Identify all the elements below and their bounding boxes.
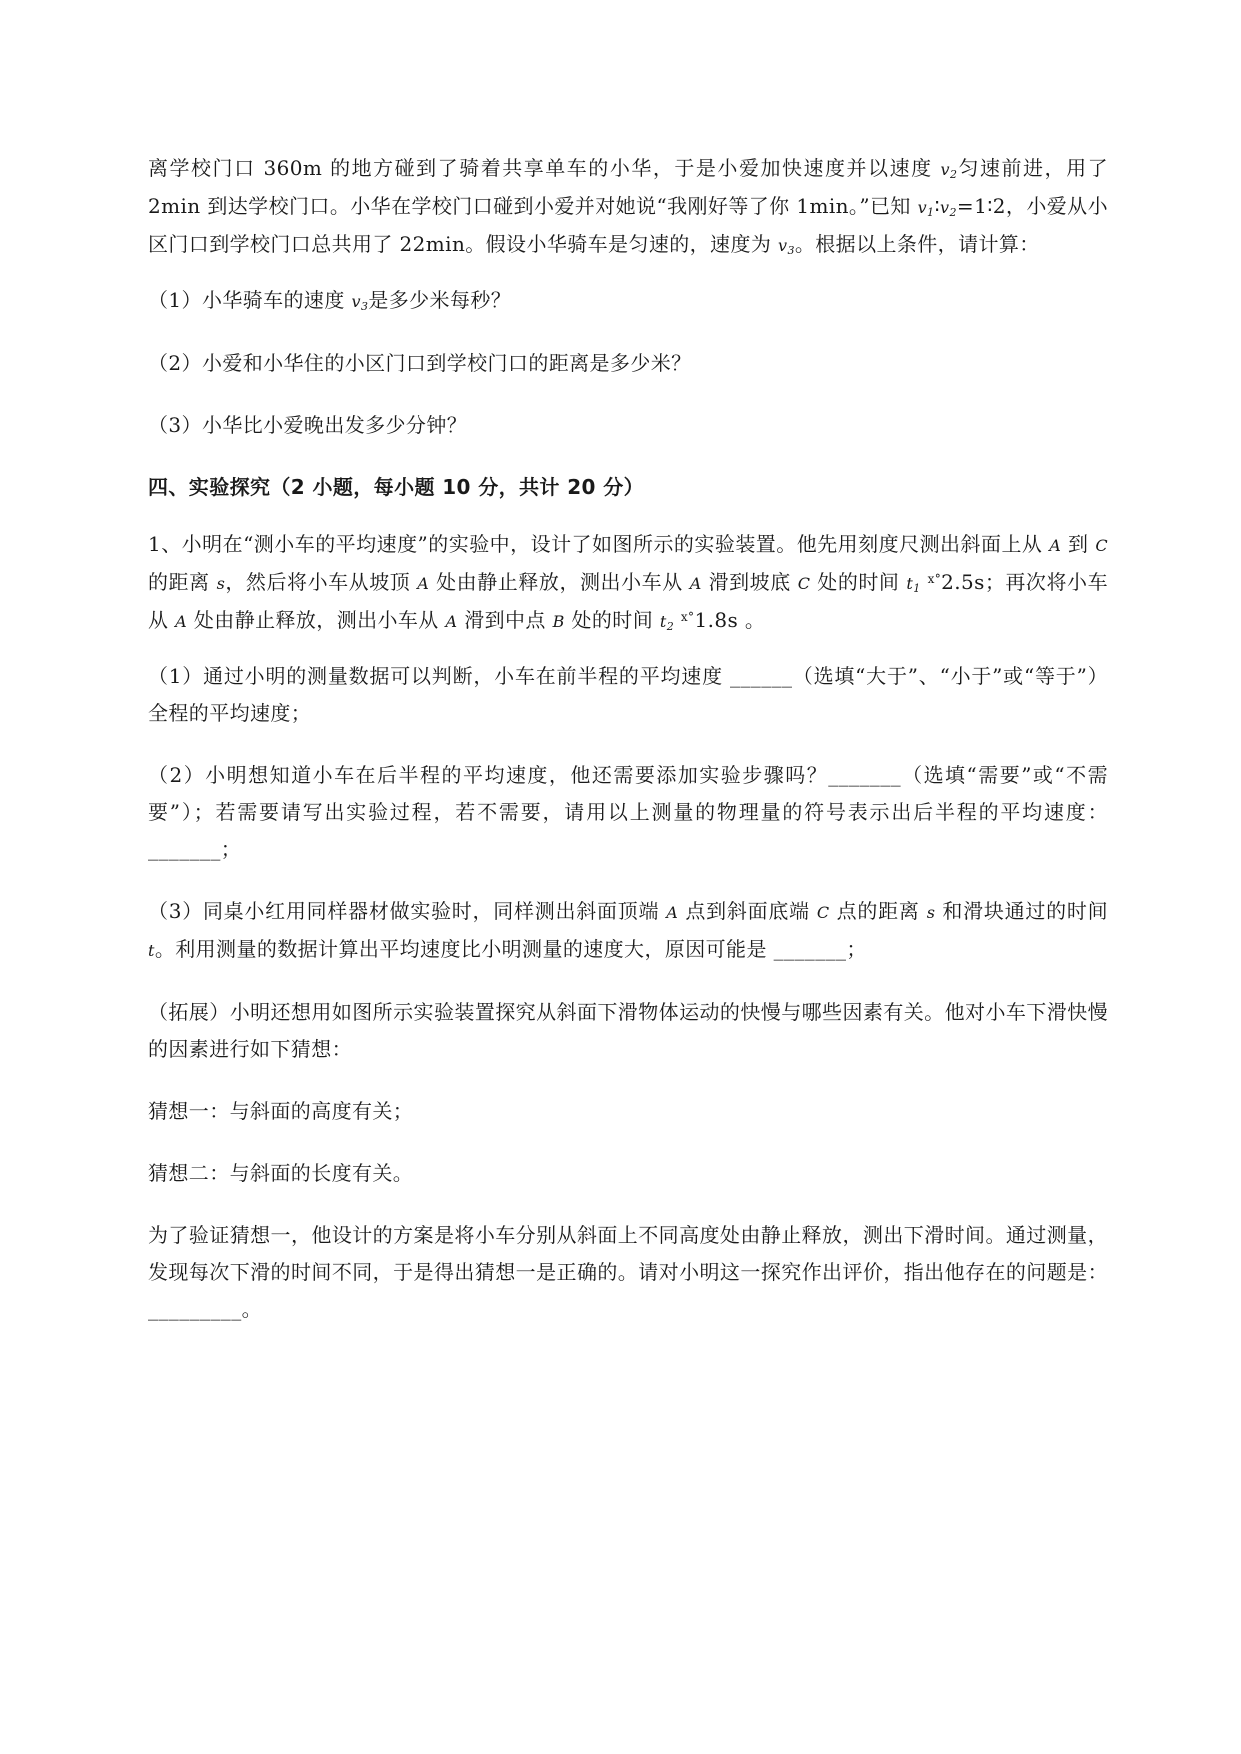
- sq3-text-e: 。利用测量的数据计算出平均速度比小明测量的速度大，原因可能是 _______；: [154, 937, 867, 961]
- p1-text-d: ，然后将小车从坡顶: [225, 570, 418, 594]
- var-v2: [941, 160, 958, 179]
- point-a-3: A: [689, 574, 702, 593]
- extension-paragraph: （拓展）小明还想用如图所示实验装置探究从斜面下滑物体运动的快慢与哪些因素有关。他对小车下滑快慢的因素进行如下猜想：: [148, 1000, 1108, 1061]
- experiment-problem-1: [148, 526, 1108, 640]
- problem-intro: [148, 150, 1108, 264]
- point-a-2: A: [417, 574, 430, 593]
- guess-2: 猜想二：与斜面的长度有关。: [148, 1161, 414, 1185]
- var-t1: [906, 574, 920, 593]
- final-paragraph: 为了验证猜想一，他设计的方案是将小车分别从斜面上不同高度处由静止释放，测出下滑时间。通过测量，发现每次下滑的时间不同，于是得出猜想一是正确的。请对小明这一探究作出评价，指出他存在的问题是：_________。: [148, 1223, 1108, 1321]
- var-v2-letter: v: [940, 160, 950, 179]
- question-1-text-b: 是多少米每秒？: [368, 288, 512, 312]
- sq3-point-c: C: [816, 903, 830, 922]
- var-t1-letter: t: [906, 574, 914, 593]
- intro-text-4: 。根据以上条件，请计算：: [794, 232, 1040, 256]
- sq3-var-t: t: [148, 941, 155, 960]
- point-a: A: [1049, 536, 1062, 555]
- sq3-text-b: 点到斜面底端: [678, 899, 817, 923]
- question-2-text: 小爱和小华住的小区门口到学校门口的距离是多少米？: [201, 351, 692, 375]
- point-c: C: [1095, 536, 1108, 555]
- p1-text-g: 处的时间: [810, 570, 907, 594]
- p1-text-j: 滑到中点: [457, 608, 553, 632]
- point-c-2: C: [797, 574, 811, 593]
- var-v3-letter: v: [778, 236, 788, 255]
- var-v3-sub: 3: [787, 244, 795, 257]
- sub-question-3: [148, 893, 1108, 969]
- var-s: s: [216, 574, 226, 593]
- var-t2-sub: 2: [666, 620, 675, 633]
- sq3-var-s: s: [926, 903, 936, 922]
- question-3-text: 小华比小爱晚出发多少分钟？: [201, 413, 468, 437]
- var-t1-sub: 1: [913, 582, 921, 595]
- ratio-separator: ∶: [934, 194, 941, 218]
- p1-text-e: 处由静止释放，测出小车从: [429, 570, 690, 594]
- section-title: 四、实验探究（2 小题，每小题 10 分，共计 20 分）: [148, 475, 644, 499]
- question-3-number: （3）: [148, 413, 202, 437]
- question-1-var: [352, 292, 369, 311]
- p1-text-h: 2.5s；再次将小车从: [148, 570, 1108, 632]
- var-v2b-sub: 2: [949, 206, 957, 219]
- question-1: [148, 282, 1108, 320]
- p1-text-f: 滑到坡底: [701, 570, 798, 594]
- var-v2b-letter: v: [940, 198, 950, 217]
- equals-symbol-t2: x°: [680, 610, 695, 624]
- point-a-4: A: [175, 612, 188, 631]
- var-v1: [918, 198, 935, 217]
- question-1-text-a: 小华骑车的速度: [201, 288, 352, 312]
- sub-question-1: （1）通过小明的测量数据可以判断，小车在前半程的平均速度 ______（选填“大于”、“小于”或“等于”）全程的平均速度；: [148, 664, 1108, 725]
- question-2-number: （2）: [148, 351, 202, 375]
- var-v2b: [940, 198, 957, 217]
- var-t2-letter: t: [659, 612, 667, 631]
- sq3-point-a: A: [666, 903, 679, 922]
- p1-text-k: 处的时间: [564, 608, 660, 632]
- intro-text-2: 匀速前进，用了 2min 到达学校门口。小华在学校门口碰到小爱并对她说“我刚好等了你 1min。”已知: [148, 156, 1108, 218]
- guess-1: 猜想一：与斜面的高度有关；: [148, 1099, 414, 1123]
- question-2: [148, 345, 1108, 382]
- question-1-var-letter: v: [351, 292, 361, 311]
- var-v3: [778, 236, 795, 255]
- question-1-var-sub: 3: [360, 300, 369, 313]
- question-3: [148, 407, 1108, 444]
- p1-text-b: 到: [1061, 532, 1096, 556]
- p1-text-a: 1、小明在“测小车的平均速度”的实验中，设计了如图所示的实验装置。他先用刻度尺测出斜面上从: [148, 532, 1050, 556]
- p1-text-l: 1.8s 。: [694, 608, 766, 632]
- document-page: [148, 150, 1108, 1346]
- sq3-text-a: （3）同桌小红用同样器材做实验时，同样测出斜面顶端: [148, 899, 667, 923]
- sq3-text-d: 和滑块通过的时间: [935, 899, 1108, 923]
- point-a-5: A: [445, 612, 458, 631]
- sq3-text-c: 点的距离: [829, 899, 927, 923]
- sub-question-2: （2）小明想知道小车在后半程的平均速度，他还需要添加实验步骤吗？_______（选填“需要”或“不需要”）；若需要请写出实验过程，若不需要，请用以上测量的物理量的符号表示出后半程的平均速度：_______；: [148, 763, 1108, 861]
- p1-text-c: 的距离: [148, 570, 217, 594]
- intro-text-1: 离学校门口 360m 的地方碰到了骑着共享单车的小华，于是小爱加快速度并以速度: [148, 156, 941, 180]
- equals-symbol-t1: x°: [927, 572, 942, 586]
- var-t2: [660, 612, 674, 631]
- p1-text-i: 处由静止释放，测出小车从: [187, 608, 446, 632]
- var-v1-letter: v: [917, 198, 928, 217]
- var-v2-sub: 2: [949, 168, 958, 181]
- intro-text-3: =1∶2，小爱从小区门口到学校门口总共用了 22min。假设小华骑车是匀速的，速度为: [148, 194, 1108, 256]
- question-1-number: （1）: [148, 288, 202, 312]
- point-b: B: [552, 612, 565, 631]
- var-v1-sub: 1: [927, 206, 935, 219]
